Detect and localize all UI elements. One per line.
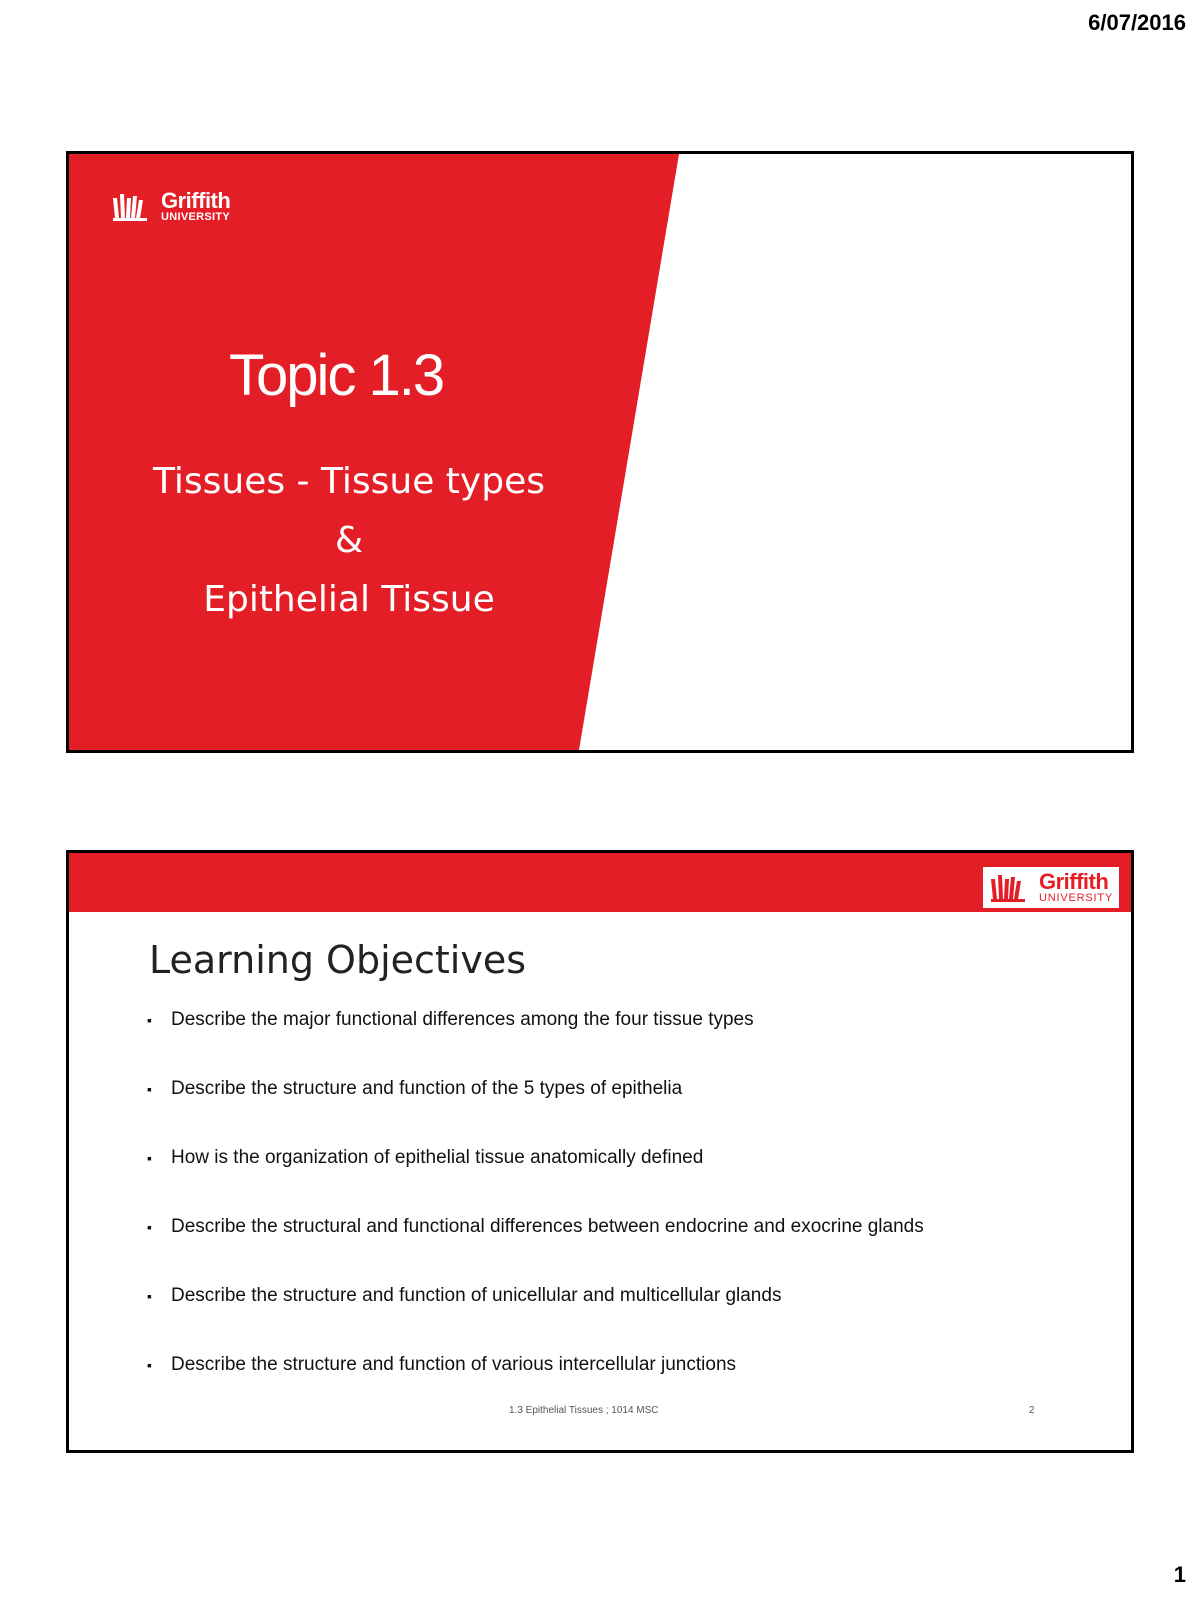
logo-name: Griffith [1038, 869, 1109, 894]
slide-heading: Learning Objectives [149, 938, 527, 982]
list-item [147, 1147, 924, 1216]
list-item [147, 1009, 924, 1078]
objective-text: Describe the structural and functional differences between endocrine and exocrine glands [171, 1216, 924, 1237]
slide-number: 2 [1029, 1405, 1035, 1416]
objectives-list [147, 1009, 924, 1423]
slide-title: Topic 1.3 [229, 343, 444, 408]
griffith-logo-icon [111, 192, 157, 222]
header-band [69, 853, 1131, 912]
objectives-slide [66, 850, 1134, 1453]
logo-sub: UNIVERSITY [1038, 892, 1113, 904]
objective-text: Describe the structure and function of unicellular and multicellular glands [171, 1285, 782, 1306]
bullet-icon: ▪ [147, 1150, 152, 1166]
bullet-icon: ▪ [147, 1219, 152, 1235]
bullet-icon: ▪ [147, 1357, 152, 1373]
objective-text: Describe the structure and function of the 5 types of epithelia [171, 1078, 683, 1099]
subtitle-line: & [334, 520, 364, 561]
bullet-icon: ▪ [147, 1081, 152, 1097]
objective-text: Describe the structure and function of various intercellular junctions [171, 1354, 737, 1375]
list-item [147, 1078, 924, 1147]
subtitle-line: Tissues - Tissue types [153, 461, 545, 502]
objective-text: Describe the major functional differences among the four tissue types [171, 1009, 754, 1030]
list-item [147, 1285, 924, 1354]
list-item [147, 1216, 924, 1285]
objective-text: How is the organization of epithelial tissue anatomically defined [171, 1147, 704, 1168]
bullet-icon: ▪ [147, 1288, 152, 1304]
page-date: 6/07/2016 [1088, 10, 1186, 35]
slide-subtitle [109, 452, 589, 629]
subtitle-line: Epithelial Tissue [203, 579, 495, 620]
footer-text: 1.3 Epithelial Tissues ; 1014 MSC [509, 1405, 659, 1416]
title-slide [66, 151, 1134, 753]
page-number: 1 [1173, 1562, 1186, 1587]
logo-name: Griffith [161, 188, 231, 213]
logo-sub: UNIVERSITY [161, 211, 231, 223]
griffith-logo [983, 867, 1119, 908]
griffith-logo [111, 190, 230, 223]
bullet-icon: ▪ [147, 1012, 152, 1028]
griffith-logo-icon [989, 873, 1035, 903]
